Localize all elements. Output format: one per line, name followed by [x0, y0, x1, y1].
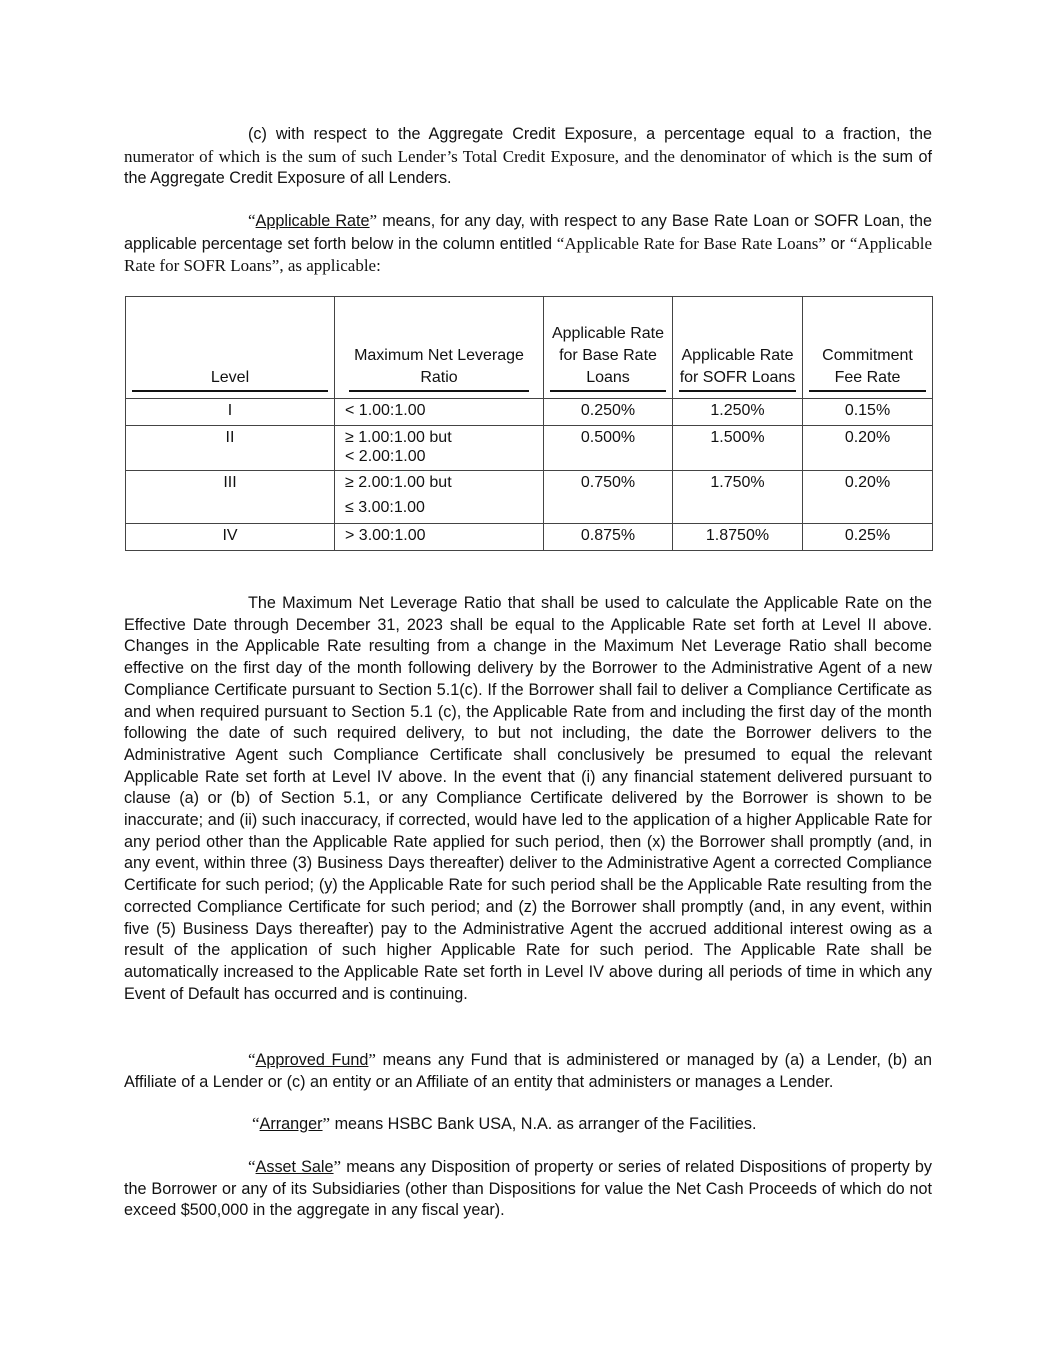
table-header-row	[126, 297, 933, 399]
applicable-rate-text: means, for any day, with respect to any Base Rate Loan or SOFR Loan, the applicable percentage set forth below in the column entitled	[124, 212, 933, 253]
cell-ratio-line2: ≤ 3.00:1.00	[345, 499, 425, 516]
header-commitment-fee-label: Commitment Fee Rate	[809, 345, 926, 392]
cell-ratio-line1: < 1.00:1.00	[345, 402, 426, 419]
cell-base-rate: 0.500%	[544, 426, 673, 471]
cell-base-rate: 0.750%	[544, 471, 673, 524]
header-base-rate-label: Applicable Rate for Base Rate Loans	[550, 323, 666, 392]
close-quote: ”	[333, 1157, 342, 1176]
credit-exposure-text-end: the sum of the Aggregate Credit Exposure of all Lenders.	[124, 147, 932, 188]
cell-ratio	[335, 471, 544, 524]
defined-term-approved-fund: Approved Fund	[255, 1051, 369, 1069]
cell-fee-rate: 0.20%	[803, 426, 933, 471]
arranger-definition	[124, 1113, 932, 1136]
cell-sofr-rate: 1.250%	[673, 399, 803, 426]
cell-ratio-line1: > 3.00:1.00	[345, 527, 426, 544]
applicable-rate-table	[125, 296, 933, 551]
credit-exposure-text-middle: numerator of which is the sum of such Lender’s Total Credit Exposure, and the denominator of which is	[124, 146, 855, 166]
header-base-rate	[544, 297, 673, 399]
header-level-label: Level	[132, 367, 328, 392]
cell-base-rate: 0.875%	[544, 524, 673, 551]
cell-sofr-rate: 1.500%	[673, 426, 803, 471]
table-row	[126, 399, 933, 426]
applicable-rate-definition	[124, 210, 932, 278]
cell-ratio	[335, 524, 544, 551]
asset-sale-definition	[124, 1156, 932, 1222]
defined-term-arranger: Arranger	[259, 1115, 323, 1133]
cell-ratio	[335, 426, 544, 471]
table-row	[126, 471, 933, 524]
header-sofr-rate-label: Applicable Rate for SOFR Loans	[679, 345, 796, 392]
asset-sale-text: means any Disposition of property or series of related Dispositions of property by the Borrower or any of its Subsidiaries (other than Dispositions for value the Net Cash Proceeds of which do not exceed $500,000 in the aggregate in any fiscal year).	[124, 1158, 932, 1220]
defined-term-applicable-rate: Applicable Rate	[255, 212, 370, 230]
header-max-net-leverage-ratio-label: Maximum Net Leverage Ratio	[349, 345, 529, 392]
cell-fee-rate: 0.15%	[803, 399, 933, 426]
cell-ratio-line2: < 2.00:1.00	[345, 448, 426, 465]
close-quote: ”	[369, 211, 378, 230]
cell-ratio-line1: ≥ 2.00:1.00 but	[345, 474, 452, 491]
header-commitment-fee	[803, 297, 933, 399]
header-level	[126, 297, 335, 399]
approved-fund-text: means any Fund that is administered or managed by (a) a Lender, (b) an Affiliate of a Lender or (c) an entity or an Affiliate of an entity that administers or manages a Lender.	[124, 1051, 932, 1091]
table-row	[126, 426, 933, 471]
arranger-text: means HSBC Bank USA, N.A. as arranger of the Facilities.	[330, 1115, 757, 1133]
cell-sofr-rate: 1.8750%	[673, 524, 803, 551]
cell-sofr-rate: 1.750%	[673, 471, 803, 524]
table-row	[126, 524, 933, 551]
close-quote: ”	[322, 1114, 331, 1133]
cell-ratio	[335, 399, 544, 426]
applicable-rate-quoted-sofr: “Applicable Rate for SOFR Loans”, as applicable:	[124, 233, 933, 276]
close-quote: ”	[368, 1050, 376, 1069]
cell-base-rate: 0.250%	[544, 399, 673, 426]
credit-exposure-text-start: (c) with respect to the Aggregate Credit Exposure, a percentage equal to a fraction, the	[248, 125, 932, 143]
cell-level: I	[126, 399, 335, 426]
open-quote: “	[252, 1114, 260, 1133]
header-max-net-leverage-ratio	[335, 297, 544, 399]
leverage-ratio-paragraph: The Maximum Net Leverage Ratio that shall be used to calculate the Applicable Rate on the Effective Date through December 31, 2023 shall be equal to the Applicable Rate set forth at Level II above. Changes in the Applicable Rate resulting from a change in the Maximum Net Leverage Ratio shall become effective on the first day of the month following delivery by the Borrower to the Administrative Agent of a new Compliance Certificate pursuant to Section 5.1(c). If the Borrower shall fail to deliver a Compliance Certificate as and when required pursuant to Section 5.1 (c), the Applicable Rate from and including the first day of the month following the date of such required delivery, to but not including, the date the Borrower delivers to the Administrative Agent such Compliance Certificate shall conclusively be presumed to equal the relevant Applicable Rate set forth at Level IV above. In the event that (i) any financial statement delivered pursuant to clause (a) or (b) of Section 5.1, or any Compliance Certificate delivered by the Borrower is shown to be inaccurate; and (ii) such inaccuracy, if corrected, would have led to the application of a higher Applicable Rate for any period other than the Applicable Rate applied for such period, then (x) the Borrower shall promptly (and, in any event, within three (3) Business Days thereafter) deliver to the Administrative Agent a corrected Compliance Certificate for such period; (y) the Applicable Rate for such period shall be the Applicable Rate resulting from the corrected Compliance Certificate for such period; and (z) the Borrower shall promptly (and, in any event, within five (5) Business Days thereafter) pay to the Administrative Agent the accrued additional interest owing as a result of the application of such higher Applicable Rate for such period. The Applicable Rate shall be automatically increased to the Applicable Rate set forth in Level IV above during all periods of time in which any Event of Default has occurred and is continuing.	[124, 594, 932, 1003]
open-quote: “	[248, 211, 256, 230]
cell-ratio-line1: ≥ 1.00:1.00 but	[345, 429, 452, 446]
cell-fee-rate: 0.20%	[803, 471, 933, 524]
approved-fund-definition	[124, 1049, 932, 1093]
open-quote: “	[248, 1157, 256, 1176]
cell-level: III	[126, 471, 335, 524]
paragraph-credit-exposure	[124, 124, 932, 190]
cell-level: IV	[126, 524, 335, 551]
defined-term-asset-sale: Asset Sale	[255, 1158, 334, 1176]
cell-level: II	[126, 426, 335, 471]
applicable-rate-text-or: or	[825, 234, 850, 253]
applicable-rate-quoted-base: “Applicable Rate for Base Rate Loans”	[556, 233, 826, 253]
header-sofr-rate	[673, 297, 803, 399]
open-quote: “	[248, 1050, 256, 1069]
cell-fee-rate: 0.25%	[803, 524, 933, 551]
